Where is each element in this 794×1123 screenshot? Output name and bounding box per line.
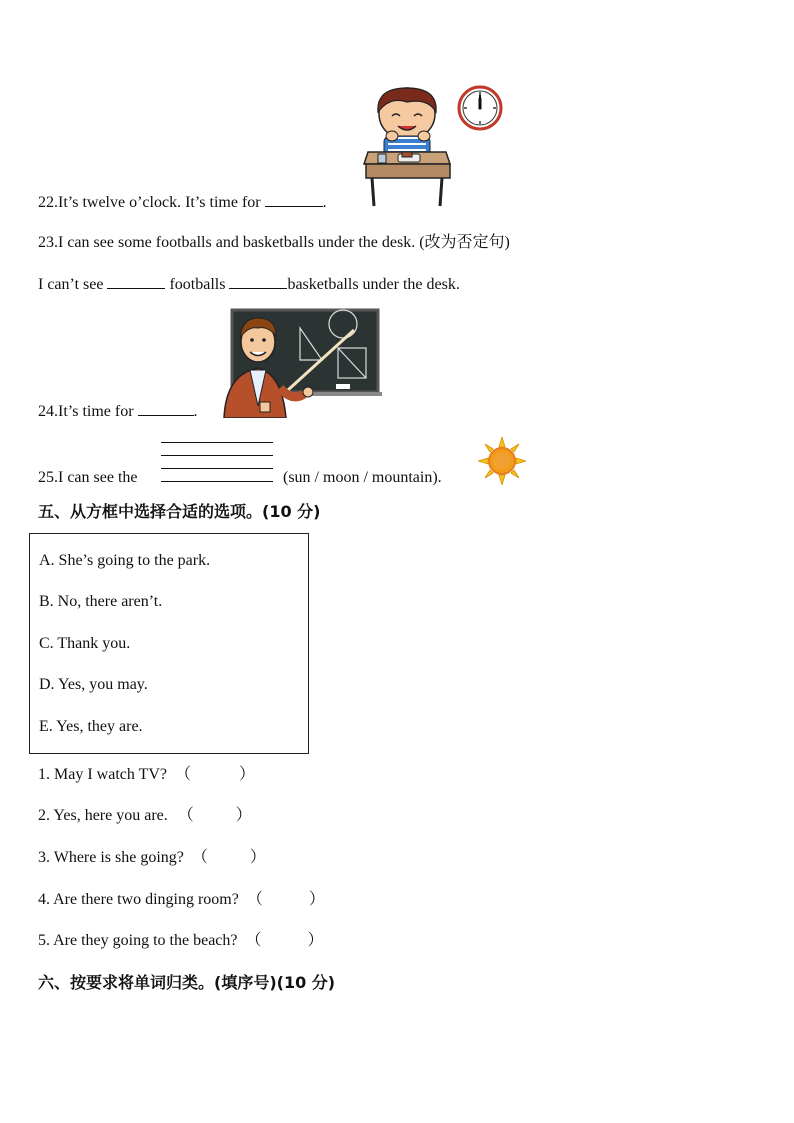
question-25-text: 25.I can see the bbox=[38, 469, 138, 486]
option-b: B. No, there aren’t. bbox=[39, 593, 163, 610]
question-25 bbox=[38, 468, 138, 488]
writing-line bbox=[161, 468, 273, 469]
option-d: D. Yes, you may. bbox=[39, 676, 148, 693]
match-question-1: 1. May I watch TV? （ ） bbox=[38, 766, 256, 783]
option-e: E. Yes, they are. bbox=[39, 718, 143, 735]
answer-bracket[interactable]: （ ） bbox=[246, 891, 325, 908]
answer-blank[interactable] bbox=[229, 274, 287, 289]
teacher-at-blackboard-icon bbox=[222, 308, 382, 418]
sun-icon bbox=[478, 437, 526, 485]
question-23 bbox=[38, 233, 510, 253]
writing-line[interactable] bbox=[161, 481, 273, 482]
match-question-4: 4. Are there two dinging room? （ ） bbox=[38, 891, 325, 908]
question-22-text: 22.It’s twelve o’clock. It’s time for bbox=[38, 194, 261, 211]
clock-twelve-icon bbox=[457, 85, 503, 131]
writing-line bbox=[161, 442, 273, 443]
question-25-options: (sun / moon / mountain). bbox=[283, 469, 442, 486]
options-box bbox=[29, 533, 309, 754]
answer-bracket[interactable]: （ ） bbox=[177, 807, 252, 824]
match-question-5: 5. Are they going to the beach? （ ） bbox=[38, 932, 324, 949]
answer-blank[interactable] bbox=[107, 274, 165, 289]
question-23-text: 23.I can see some footballs and basketballs under the desk. (改为否定句) bbox=[38, 234, 510, 251]
match-question-3: 3. Where is she going? （ ） bbox=[38, 849, 266, 866]
section-5-title: 五、从方框中选择合适的选项。(10 分) bbox=[38, 502, 321, 521]
answer-bracket[interactable]: （ ） bbox=[245, 932, 324, 949]
question-24: 24.It’s time for . bbox=[38, 403, 198, 420]
option-c: C. Thank you. bbox=[39, 635, 131, 652]
question-24-text: 24.It’s time for bbox=[38, 403, 134, 420]
answer-blank[interactable] bbox=[265, 192, 323, 207]
answer-bracket[interactable]: （ ） bbox=[191, 849, 266, 866]
boy-eating-lunch-icon bbox=[362, 86, 452, 208]
section-6-title: 六、按要求将单词归类。(填序号)(10 分) bbox=[38, 973, 336, 992]
answer-bracket[interactable]: （ ） bbox=[175, 766, 256, 783]
question-23-answer-line: I can’t see footballs basketballs under the desk. bbox=[38, 276, 460, 293]
question-22: 22.It’s twelve o’clock. It’s time for . bbox=[38, 194, 327, 211]
option-a: A. She’s going to the park. bbox=[39, 552, 211, 569]
writing-line bbox=[161, 455, 273, 456]
match-question-2: 2. Yes, here you are. （ ） bbox=[38, 807, 252, 824]
answer-blank[interactable] bbox=[138, 401, 194, 416]
